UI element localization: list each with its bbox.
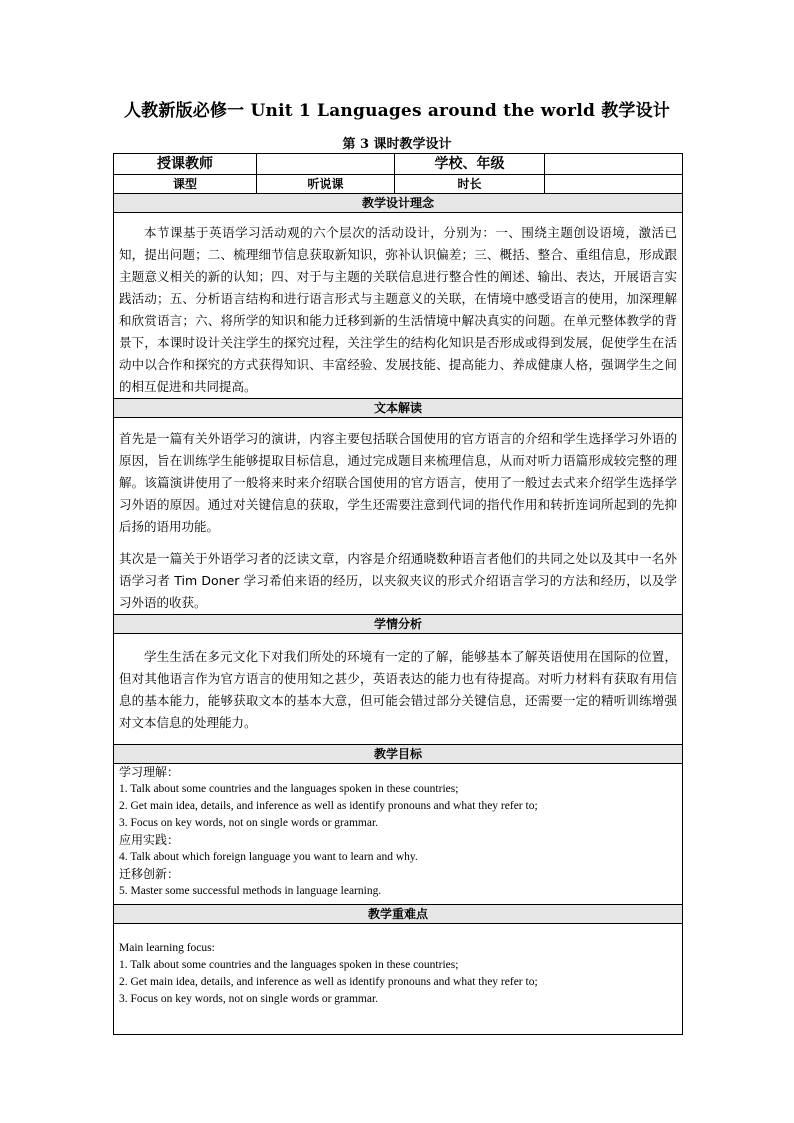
design-concept-row xyxy=(114,213,683,399)
objective-item: 3. Focus on key words, not on single words or grammar. xyxy=(119,817,379,829)
objectives-row xyxy=(114,764,683,905)
objective-category-understanding: 学习理解： xyxy=(119,765,180,779)
lesson-type-label: 课型 xyxy=(114,175,257,194)
key-point-item: 3. Focus on key words, not on single words or grammar. xyxy=(119,993,379,1005)
info-row-2 xyxy=(114,175,683,194)
design-concept-heading-row xyxy=(114,194,683,213)
objectives-heading-row xyxy=(114,745,683,764)
design-concept-text: 本节课基于英语学习活动观的六个层次的活动设计，分别为：一、围绕主题创设语境，激活已知，提出问题；二、梳理细节信息获取新知识，弥补认识偏差；三、概括、整合、重组信息，形成跟主题意义相关的新的认知；四、对于与主题的关联信息进行整合性的阐述、输出、表达，开展语言实践活动；五、分析语言结构和进行语言形式与主题意义的关联，在情境中感受语言的使用，加深理解和欣赏语言；六、将所学的知识和能力迁移到新的生活情境中解决真实的问题。在单元整体教学的背景下，本课时设计关注学生的探究过程，关注学生的结构化知识是否形成或得到发展，促使学生在活动中以合作和探究的方式获得知识、丰富经验、发展技能、提高能力、养成健康人格，强调学生之间的相互促进和共同提高。 xyxy=(119,225,677,394)
document-title: 人教新版必修一 Unit 1 Languages around the world 教学设计 xyxy=(123,101,671,121)
duration-value xyxy=(545,175,683,194)
duration-label: 时长 xyxy=(395,175,545,194)
objective-item: 2. Get main idea, details, and inference as well as identify pronouns and what they refer to; xyxy=(119,800,538,812)
objective-category-transfer: 迁移创新： xyxy=(119,867,180,881)
key-points-heading: 教学重难点 xyxy=(114,905,683,924)
key-points-list xyxy=(114,940,682,1008)
teacher-value xyxy=(257,154,395,175)
key-points-heading-row xyxy=(114,905,683,924)
learner-analysis-row xyxy=(114,634,683,745)
objective-item: 5. Master some successful methods in language learning. xyxy=(119,885,382,897)
learner-analysis-heading-row xyxy=(114,615,683,634)
objective-item: 1. Talk about some countries and the languages spoken in these countries; xyxy=(119,783,459,795)
learner-analysis-text: 学生生活在多元文化下对我们所处的环境有一定的了解，能够基本了解英语使用在国际的位置，但对其他语言作为官方语言的使用知之甚少，英语表达的能力也有待提高。对听力材料有获取有用信息的基本能力，能够获取文本的基本大意，但可能会错过部分关键信息，还需要一定的精听训练增强对文本信息的处理能力。 xyxy=(119,649,677,730)
document-subtitle: 第 3 课时教学设计 xyxy=(342,137,452,152)
lesson-plan-table xyxy=(113,153,683,1035)
lesson-type-value: 听说课 xyxy=(257,175,395,194)
objective-item: 4. Talk about which foreign language you want to learn and why. xyxy=(119,851,418,863)
key-point-item: 1. Talk about some countries and the languages spoken in these countries; xyxy=(119,959,459,971)
objective-category-practice: 应用实践： xyxy=(119,833,180,847)
text-analysis-heading: 文本解读 xyxy=(114,399,683,418)
key-point-item: 2. Get main idea, details, and inference as well as identify pronouns and what they refer to; xyxy=(119,976,538,988)
objectives-list xyxy=(114,764,682,900)
text-analysis-heading-row xyxy=(114,399,683,418)
school-grade-value xyxy=(545,154,683,175)
info-row-1 xyxy=(114,154,683,175)
text-analysis-para-2: 其次是一篇关于外语学习者的泛读文章，内容是介绍通晓数种语言者他们的共同之处以及其中一名外语学习者 Tim Doner 学习希伯来语的经历，以夹叙夹议的形式介绍语言学习的方法和经历，以及学习外语的收获。 xyxy=(119,551,677,610)
key-points-row xyxy=(114,924,683,1035)
key-points-intro: Main learning focus: xyxy=(119,942,215,954)
teacher-label: 授课教师 xyxy=(114,154,257,175)
text-analysis-para-1: 首先是一篇有关外语学习的演讲，内容主要包括联合国使用的官方语言的介绍和学生选择学习外语的原因，旨在训练学生能够提取目标信息，通过完成题目来梳理信息，从而对听力语篇形成较完整的理解。该篇演讲使用了一般将来时来介绍联合国使用的官方语言，使用了一般过去式来介绍学生选择学习外语的原因。通过对关键信息的获取，学生还需要注意到代词的指代作用和转折连词所起到的先抑后扬的语用功能。 xyxy=(119,431,677,534)
school-grade-label: 学校、年级 xyxy=(395,154,545,175)
objectives-heading: 教学目标 xyxy=(114,745,683,764)
text-analysis-row xyxy=(114,418,683,615)
design-concept-heading: 教学设计理念 xyxy=(114,194,683,213)
learner-analysis-heading: 学情分析 xyxy=(114,615,683,634)
